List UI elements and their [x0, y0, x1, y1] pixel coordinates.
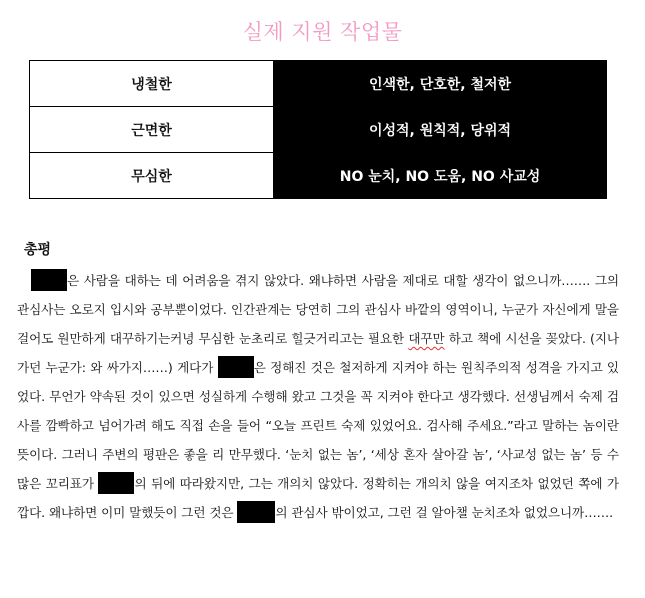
review-paragraph [17, 266, 619, 527]
redacted-name-block [98, 472, 134, 494]
redacted-name-block [237, 501, 275, 523]
redacted-name-block [31, 269, 67, 291]
trait-description-cell: NO 눈치, NO 도움, NO 사교성 [274, 153, 607, 199]
review-text: 은 사람을 대하는 데 어려움을 겪지 않았다. 왜냐하면 사람을 제대로 대할 생각이 없으니까……. 그의 관심사는 오로지 입시와 공부뿐이었다. 인간관계는 당연히 그의 관심사 바깥의 영역이니, 누군가 자신에게 말을 걸어도 원만하게 대꾸하기는커녕 무심한 눈초리로 힐긋거리고는 필요한 [17, 273, 619, 346]
page-title: 실제 지원 작업물 [242, 20, 403, 44]
traits-table [29, 60, 607, 199]
trait-description-cell: 인색한, 단호한, 철저한 [274, 61, 607, 107]
trait-description-cell: 이성적, 원칙적, 당위적 [274, 107, 607, 153]
table-row [30, 153, 607, 199]
trait-cell: 냉철한 [30, 61, 274, 107]
spellcheck-underlined-word: 대꾸만 [408, 331, 445, 346]
trait-cell: 무심한 [30, 153, 274, 199]
review-heading: 총평 [24, 242, 52, 258]
review-text: 은 정해진 것은 철저하게 지켜야 하는 원칙주의적 성격을 가지고 있었다. 무언가 약속된 것이 있으면 성실하게 수행해 왔고 그것을 꼭 지켜야 한다고 생각했다. 선생님께서 숙제 검사를 깜빡하고 넘어가려 해도 직접 손을 들어 “오늘 프린트 숙제 있었어요. 검사해 주세요.”라고 말하는 놈이란 뜻이다. 그러니 주변의 평판은 좋을 리 만무했다. ‘눈치 없는 놈’, ‘세상 혼자 살아갈 놈’, ‘사교성 없는 놈’ 등 수많은 꼬리표가 [17, 360, 620, 491]
trait-cell: 근면한 [30, 107, 274, 153]
table-row [30, 61, 607, 107]
redacted-name-block [218, 356, 254, 378]
review-text: 하고 책에 시선을 꽂았다. (지나가던 누군가: 와 싸가지……) 게다가 [17, 331, 619, 375]
review-text: 의 뒤에 따라왔지만, 그는 개의치 않았다. 정확히는 개의치 않을 여지조차 없었던 쪽에 가깝다. 왜냐하면 이미 말했듯이 그런 것은 [17, 476, 619, 520]
table-row [30, 107, 607, 153]
review-text: 의 관심사 밖이었고, 그런 걸 알아챌 눈치조차 없었으니까……. [275, 505, 613, 520]
